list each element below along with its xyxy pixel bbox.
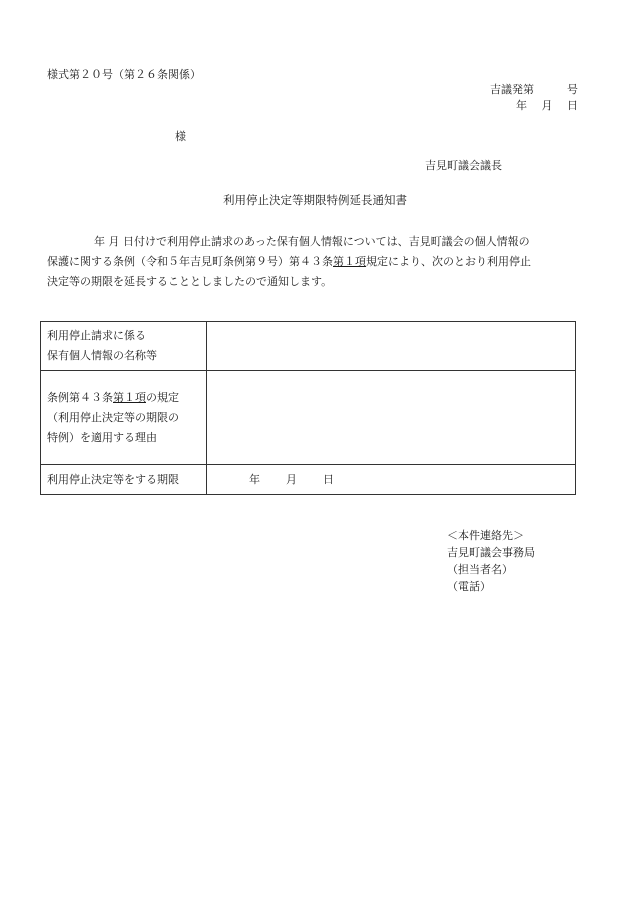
day-label: 日 <box>323 472 334 486</box>
label-text: 条例第４３条 <box>47 390 113 404</box>
table-row <box>41 371 576 465</box>
table-row <box>41 465 576 495</box>
label-line: 利用停止請求に係る <box>47 329 146 342</box>
contact-person: （担当者名） <box>447 563 513 576</box>
body-line-3: 決定等の期限を延長することとしましたので通知します。 <box>47 275 333 288</box>
contact-block <box>447 527 535 595</box>
document-date: 年 月 日 <box>516 99 578 112</box>
value-cell-reason <box>207 371 576 465</box>
label-line: 特例）を適用する理由 <box>47 430 157 444</box>
document-title: 利用停止決定等期限特例延長通知書 <box>223 193 407 207</box>
value-cell-info-name <box>207 322 576 371</box>
body-line-2-end: 規定により、次のとおり利用停止 <box>366 255 531 268</box>
addressee-honorific: 様 <box>175 130 186 143</box>
label-text: の規定 <box>146 390 179 404</box>
contact-phone: （電話） <box>447 580 491 593</box>
notice-body <box>47 232 583 292</box>
details-table <box>40 321 576 495</box>
year-label: 年 <box>249 472 260 486</box>
label-cell-info-name <box>41 322 207 371</box>
contact-office: 吉見町議会事務局 <box>447 546 535 559</box>
sender-title: 吉見町議会議長 <box>425 159 502 172</box>
label-text-underlined: 第１項 <box>113 390 146 404</box>
label-cell-reason <box>41 371 207 465</box>
label-line <box>47 388 200 408</box>
body-line-2 <box>47 252 583 272</box>
label-cell-deadline: 利用停止決定等をする期限 <box>41 465 207 495</box>
label-line: （利用停止決定等の期限の <box>47 410 179 424</box>
table-row <box>41 322 576 371</box>
value-cell-deadline <box>207 465 576 495</box>
body-line-1: 年 月 日付けで利用停止請求のあった保有個人情報については、吉見町議会の個人情報の <box>94 235 530 248</box>
document-number: 吉議発第 号 <box>490 83 578 96</box>
label-line: 保有個人情報の名称等 <box>47 349 157 362</box>
contact-heading: ＜本件連絡先＞ <box>447 529 524 542</box>
body-line-2-start: 保護に関する条例（令和５年吉見町条例第９号）第４３条 <box>47 255 333 268</box>
body-line-2-underlined: 第１項 <box>333 255 366 268</box>
month-label: 月 <box>286 472 297 486</box>
deadline-date <box>213 470 360 490</box>
form-number: 様式第２０号（第２６条関係） <box>47 68 201 81</box>
